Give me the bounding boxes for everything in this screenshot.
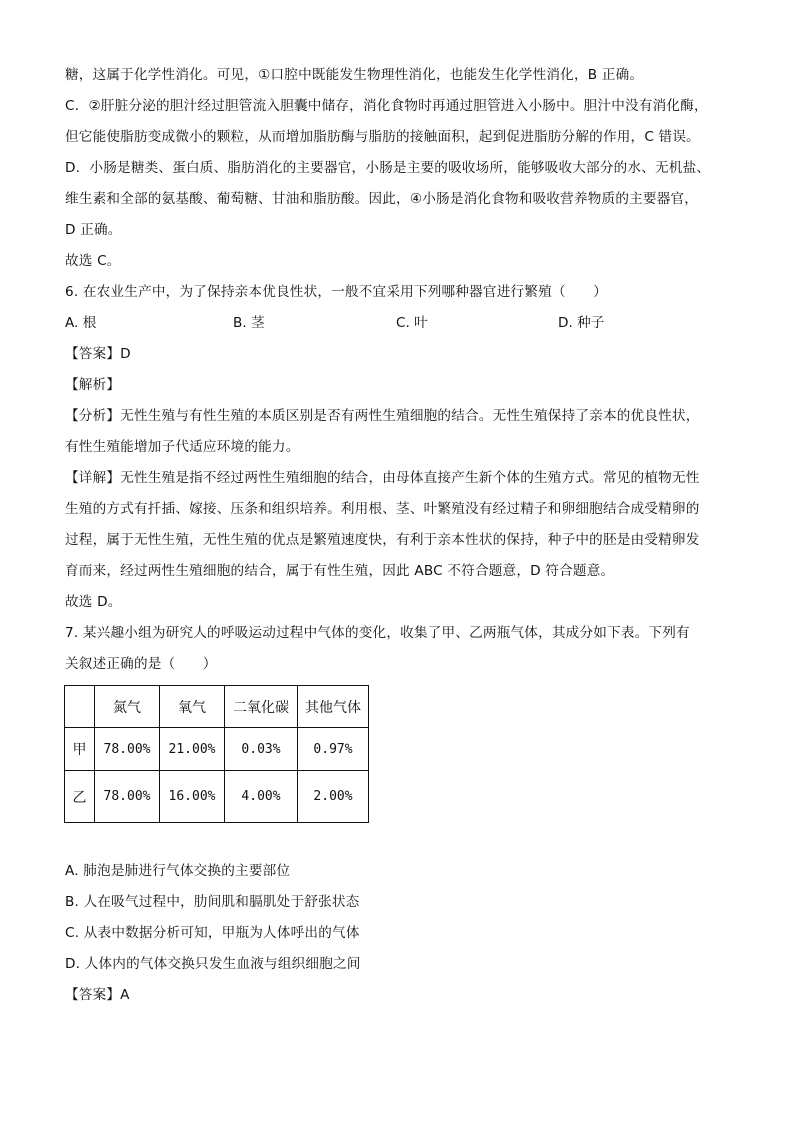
q6-analysis-line: 有性生殖能增加子代适应环境的能力。 — [65, 439, 300, 455]
explanation-line: 但它能使脂肪变成微小的颗粒，从而增加脂肪酶与脂肪的接触面积，起到促进脂肪分解的作用，C 错误。 — [65, 129, 700, 145]
q6-analysis-line: 生殖的方式有扦插、嫁接、压条和组织培养。利用根、茎、叶繁殖没有经过精子和卵细胞结合成受精卵的 — [65, 501, 700, 517]
table-row — [65, 771, 369, 823]
q6-analysis-line: 【分析】无性生殖与有性生殖的本质区别是否有两性生殖细胞的结合。无性生殖保持了亲本的优良性状， — [65, 408, 700, 424]
table-header-cell: 氮气 — [95, 686, 160, 728]
row-label: 甲 — [65, 728, 95, 771]
row-label: 乙 — [65, 771, 95, 823]
q7-option-a: A. 肺泡是肺进行气体交换的主要部位 — [65, 863, 291, 879]
explanation-line: D 正确。 — [65, 222, 122, 238]
question-7-stem: 关叙述正确的是（ ） — [65, 656, 217, 672]
q6-option-b: B. 茎 — [233, 315, 265, 331]
table-header-cell: 氧气 — [160, 686, 225, 728]
q6-analysis-line: 【详解】无性生殖是指不经过两性生殖细胞的结合，由母体直接产生新个体的生殖方式。常见的植物无性 — [65, 470, 700, 486]
table-header-row — [65, 686, 369, 728]
q7-option-c: C. 从表中数据分析可知，甲瓶为人体呼出的气体 — [65, 925, 360, 941]
q6-answer: 【答案】D — [65, 346, 131, 362]
gas-composition-table — [64, 685, 369, 823]
table-cell: 78.00% — [95, 728, 160, 771]
q7-option-d: D. 人体内的气体交换只发生血液与组织细胞之间 — [65, 956, 361, 972]
table-cell: 16.00% — [160, 771, 225, 823]
table-header-cell: 其他气体 — [298, 686, 369, 728]
table-header-cell — [65, 686, 95, 728]
q7-option-b: B. 人在吸气过程中，肋间肌和膈肌处于舒张状态 — [65, 894, 360, 910]
table-cell: 21.00% — [160, 728, 225, 771]
question-6-stem: 6. 在农业生产中，为了保持亲本优良性状，一般不宜采用下列哪种器官进行繁殖（ ） — [65, 284, 608, 300]
explanation-line: C．②肝脏分泌的胆汁经过胆管流入胆囊中储存，消化食物时再通过胆管进入小肠中。胆汁中没有消化酶， — [65, 98, 708, 114]
table-cell: 78.00% — [95, 771, 160, 823]
q6-option-a: A. 根 — [65, 315, 97, 331]
table-cell: 4.00% — [225, 771, 298, 823]
table-cell: 0.03% — [225, 728, 298, 771]
table-cell: 0.97% — [298, 728, 369, 771]
conclusion-line: 故选 C。 — [65, 253, 121, 269]
q6-option-d: D. 种子 — [558, 315, 605, 331]
q6-option-c: C. 叶 — [396, 315, 428, 331]
q7-answer: 【答案】A — [65, 987, 130, 1003]
question-7-stem: 7. 某兴趣小组为研究人的呼吸运动过程中气体的变化，收集了甲、乙两瓶气体，其成分如下表。下列有 — [65, 625, 690, 641]
q6-analysis-line: 过程，属于无性生殖，无性生殖的优点是繁殖速度快，有利于亲本性状的保持，种子中的胚是由受精卵发 — [65, 532, 700, 548]
q6-conclusion: 故选 D。 — [65, 594, 122, 610]
table-header-cell: 二氧化碳 — [225, 686, 298, 728]
q6-analysis-heading: 【解析】 — [65, 377, 121, 393]
explanation-line: D．小肠是糖类、蛋白质、脂肪消化的主要器官，小肠是主要的吸收场所，能够吸收大部分的水、无机盐、 — [65, 160, 711, 176]
explanation-line: 维生素和全部的氨基酸、葡萄糖、甘油和脂肪酸。因此，④小肠是消化食物和吸收营养物质的主要器官， — [65, 191, 699, 207]
q6-analysis-line: 育而来，经过两性生殖细胞的结合，属于有性生殖，因此 ABC 不符合题意，D 符合题意。 — [65, 563, 615, 579]
table-cell: 2.00% — [298, 771, 369, 823]
explanation-line: 糖，这属于化学性消化。可见，①口腔中既能发生物理性消化，也能发生化学性消化，B 正确。 — [65, 67, 644, 83]
table-row — [65, 728, 369, 771]
